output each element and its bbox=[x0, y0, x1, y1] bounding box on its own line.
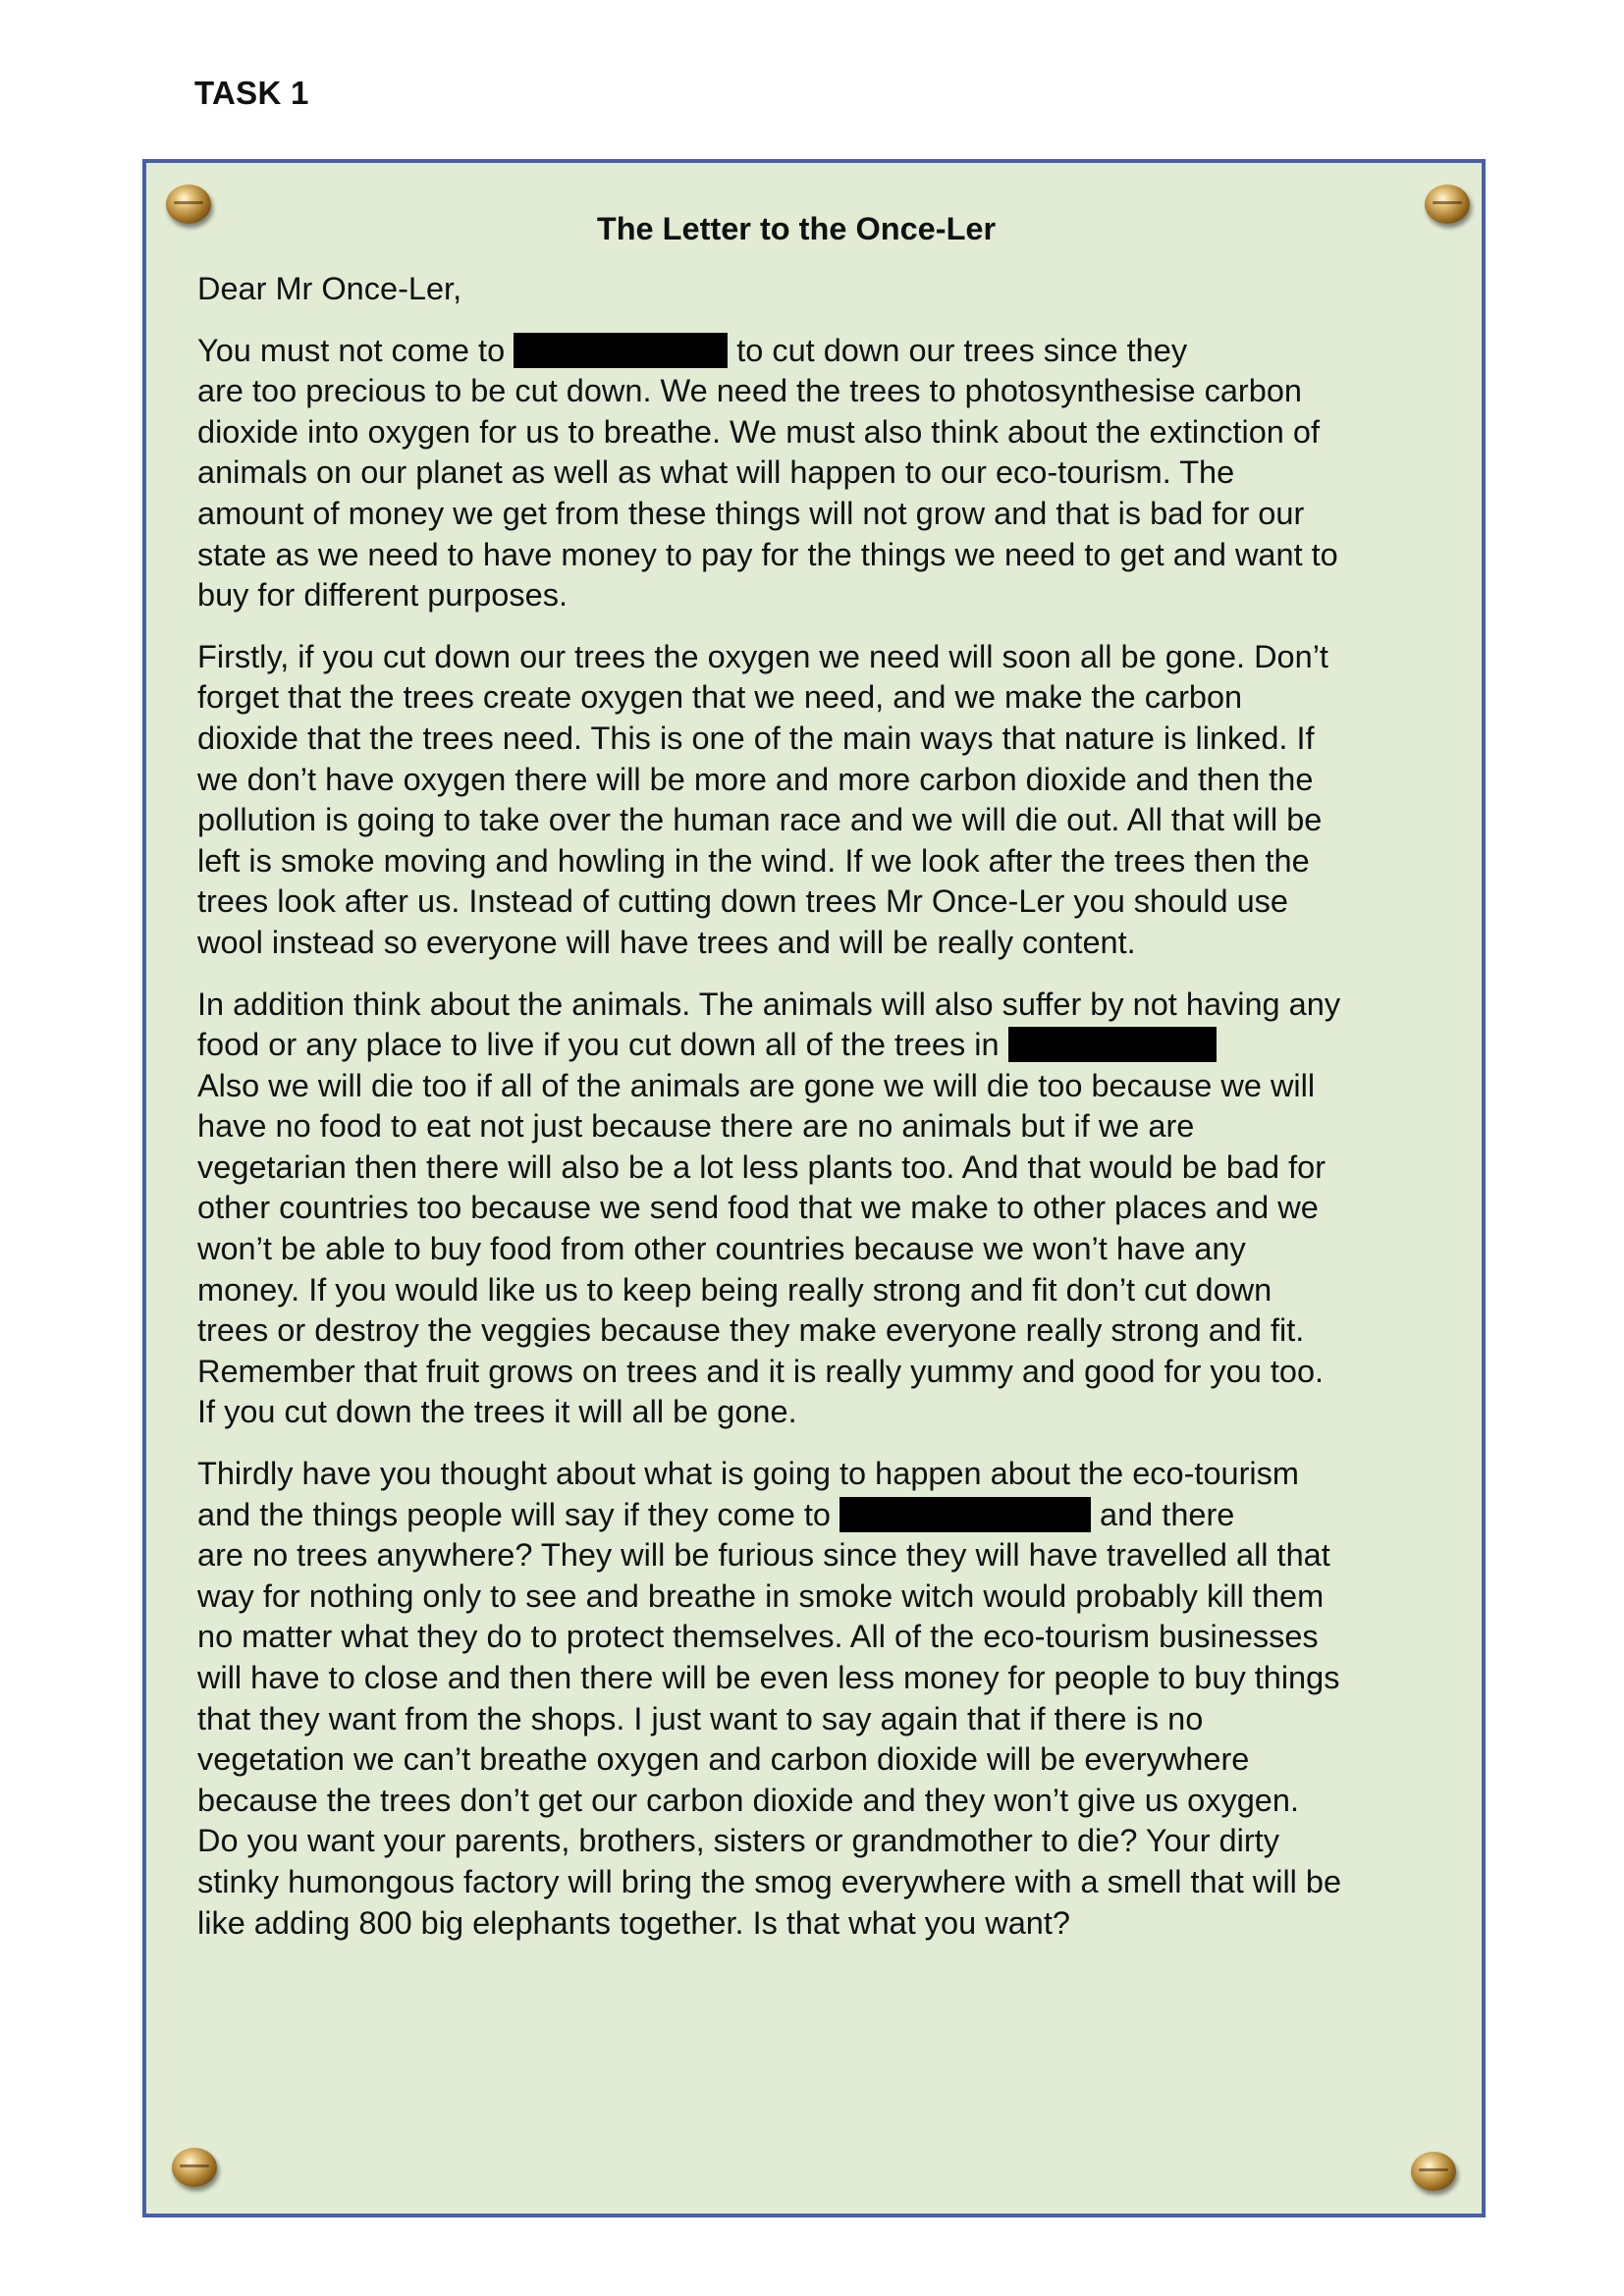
paragraph-text: food or any place to live if you cut down all of the trees in bbox=[197, 1027, 1000, 1063]
paragraph-text: and the things people will say if they come to bbox=[197, 1496, 831, 1532]
paragraph-line: trees look after us. Instead of cutting down trees Mr Once-Ler you should use bbox=[197, 883, 1288, 920]
paragraph-text: and there bbox=[1100, 1496, 1235, 1532]
letter-plaque bbox=[142, 159, 1486, 2217]
paragraph-line: way for nothing only to see and breathe in smoke witch would probably kill them bbox=[197, 1577, 1325, 1614]
paragraph-line: will have to close and then there will be even less money for people to buy things bbox=[197, 1660, 1340, 1695]
paragraph-line: have no food to eat not just because there are no animals but if we are bbox=[197, 1108, 1195, 1145]
paragraph-line: because the trees don’t get our carbon dioxide and they won’t give us oxygen. bbox=[197, 1782, 1299, 1818]
paragraph-line: buy for different purposes. bbox=[197, 577, 568, 614]
screw-icon-bottom-right bbox=[1411, 2152, 1456, 2191]
paragraph-line: we don’t have oxygen there will be more and more carbon dioxide and then the bbox=[197, 761, 1314, 797]
paragraph-line: wool instead so everyone will have trees and will be really content. bbox=[197, 924, 1136, 960]
paragraph-line: other countries too because we send food that we make to other places and we bbox=[197, 1190, 1319, 1226]
task-label: TASK 1 bbox=[194, 75, 309, 111]
paragraph-line: forget that the trees create oxygen that we need, and we make the carbon bbox=[197, 679, 1243, 716]
paragraph-line: state as we need to have money to pay for the things we need to get and want to bbox=[197, 536, 1338, 572]
paragraph-line: dioxide that the trees need. This is one of the main ways that nature is linked. If bbox=[197, 720, 1315, 756]
paragraph-line bbox=[197, 1025, 1395, 1066]
paragraph-line: left is smoke moving and howling in the wind. If we look after the trees then the bbox=[197, 842, 1310, 879]
paragraph-line: Firstly, if you cut down our trees the oxygen we need will soon all be gone. Don’t bbox=[197, 638, 1328, 674]
paragraph-line bbox=[197, 331, 1395, 372]
paragraph-line: Do you want your parents, brothers, sisters or grandmother to die? Your dirty bbox=[197, 1823, 1279, 1859]
paragraph-line: amount of money we get from these things will not grow and that is bad for our bbox=[197, 495, 1305, 531]
redacted-block bbox=[514, 333, 728, 368]
paragraph-line: Also we will die too if all of the animals are gone we will die too because we will bbox=[197, 1067, 1316, 1103]
paragraph-line: Thirdly have you thought about what is going to happen about the eco-tourism bbox=[197, 1456, 1299, 1492]
paragraph-line: money. If you would like us to keep being really strong and fit don’t cut down bbox=[197, 1271, 1272, 1308]
paragraph-line: stinky humongous factory will bring the smog everywhere with a smell that will be bbox=[197, 1863, 1342, 1899]
letter-salutation: Dear Mr Once-Ler, bbox=[197, 271, 462, 306]
paragraph-line: are too precious to be cut down. We need the trees to photosynthesise carbon bbox=[197, 373, 1302, 409]
paragraph-line: dioxide into oxygen for us to breathe. We must also think about the extinction of bbox=[197, 413, 1320, 450]
paragraph-2 bbox=[197, 637, 1395, 964]
paragraph-line: that they want from the shops. I just want to say again that if there is no bbox=[197, 1700, 1204, 1736]
paragraph-1 bbox=[197, 331, 1395, 616]
paragraph-line: like adding 800 big elephants together. Is that what you want? bbox=[197, 1904, 1070, 1941]
paragraph-line: trees or destroy the veggies because they make everyone really strong and fit. bbox=[197, 1312, 1305, 1349]
paragraph-line: vegetation we can’t breathe oxygen and carbon dioxide will be everywhere bbox=[197, 1741, 1250, 1778]
paragraph-line: are no trees anywhere? They will be furious since they will have travelled all that bbox=[197, 1537, 1330, 1574]
letter-title: The Letter to the Once-Ler bbox=[596, 211, 997, 246]
paragraph-line: pollution is going to take over the human race and we will die out. All that will be bbox=[197, 802, 1323, 838]
paragraph-line: vegetarian then there will also be a lot less plants too. And that would be bad for bbox=[197, 1148, 1326, 1185]
screw-icon-bottom-left bbox=[172, 2148, 217, 2187]
paragraph-text: You must not come to bbox=[197, 332, 506, 368]
redacted-block bbox=[1008, 1027, 1217, 1062]
paragraph-line: animals on our planet as well as what will happen to our eco-tourism. The bbox=[197, 454, 1235, 491]
paragraph-4 bbox=[197, 1454, 1395, 1944]
paragraph-line: Remember that fruit grows on trees and it is really yummy and good for you too. bbox=[197, 1353, 1325, 1389]
screw-icon-top-right bbox=[1425, 185, 1470, 224]
letter-body bbox=[197, 208, 1395, 1964]
paragraph-text: to cut down our trees since they bbox=[736, 332, 1188, 368]
paragraph-line: In addition think about the animals. The animals will also suffer by not having any bbox=[197, 986, 1341, 1022]
paragraph-3 bbox=[197, 985, 1395, 1434]
paragraph-line bbox=[197, 1495, 1395, 1536]
redacted-block bbox=[839, 1497, 1091, 1532]
paragraph-line: no matter what they do to protect themselves. All of the eco-tourism businesses bbox=[197, 1619, 1319, 1655]
paragraph-line: won’t be able to buy food from other countries because we won’t have any bbox=[197, 1231, 1246, 1267]
paragraph-line: If you cut down the trees it will all be gone. bbox=[197, 1394, 797, 1430]
